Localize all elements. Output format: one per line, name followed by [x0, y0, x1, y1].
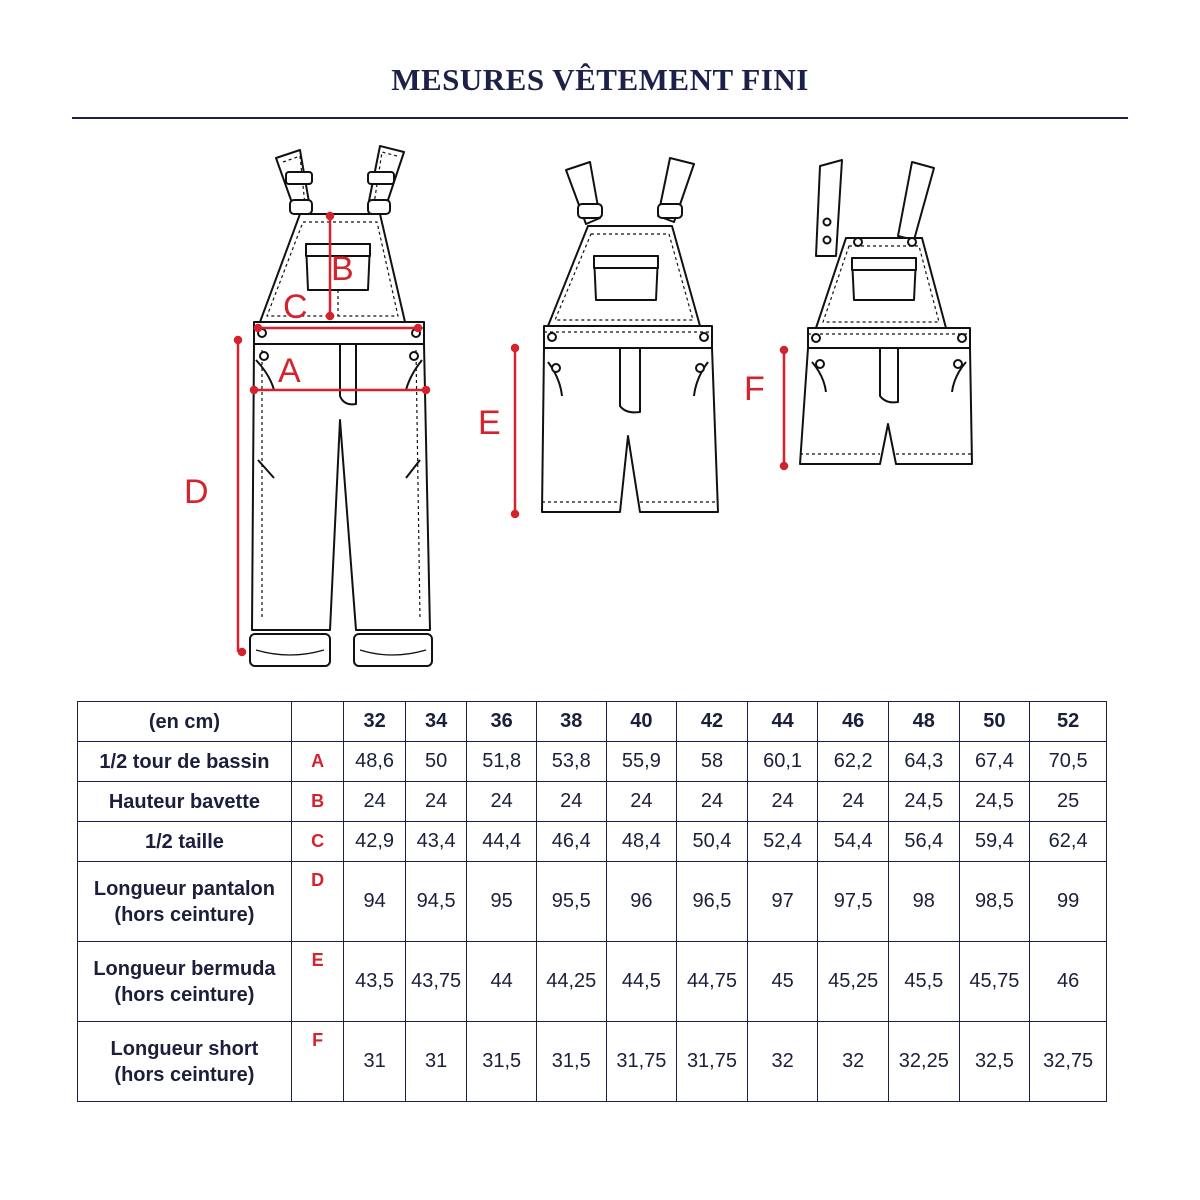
table-cell: 55,9 [606, 742, 677, 782]
table-cell: 94 [344, 862, 406, 942]
garment-illustrations [0, 130, 1200, 690]
table-cell: 31,75 [606, 1022, 677, 1102]
table-cell: 99 [1030, 862, 1107, 942]
table-cell: 24 [818, 782, 889, 822]
table-cell: 97 [747, 862, 818, 942]
table-cell: 94,5 [405, 862, 467, 942]
table-cell: 67,4 [959, 742, 1030, 782]
table-cell: 53,8 [536, 742, 606, 782]
row-label [78, 862, 292, 942]
size-header: 36 [467, 702, 537, 742]
table-cell: 44,5 [606, 942, 677, 1022]
row-label-line1: Longueur bermuda [93, 957, 276, 980]
table-header-row [78, 702, 1107, 742]
table-cell: 32,5 [959, 1022, 1030, 1102]
table-cell: 95,5 [536, 862, 606, 942]
table-cell: 45 [747, 942, 818, 1022]
table-cell: 24 [606, 782, 677, 822]
table-cell: 31 [344, 1022, 406, 1102]
size-header: 32 [344, 702, 406, 742]
table-cell: 46 [1030, 942, 1107, 1022]
row-label-line2: (hors ceinture) [114, 983, 255, 1006]
table-cell: 31,5 [467, 1022, 537, 1102]
table-cell: 64,3 [889, 742, 960, 782]
label-B: B [331, 250, 354, 288]
short-overalls-figure [800, 160, 972, 464]
table-cell: 56,4 [889, 822, 960, 862]
row-label: 1/2 tour de bassin [78, 742, 292, 782]
size-header: 48 [889, 702, 960, 742]
row-label: 1/2 taille [78, 822, 292, 862]
row-letter: D [291, 862, 343, 942]
row-label-line1: Longueur pantalon [93, 877, 275, 900]
table-cell: 44 [467, 942, 537, 1022]
title-divider [72, 117, 1128, 119]
letter-header-cell [291, 702, 343, 742]
table-cell: 43,4 [405, 822, 467, 862]
table-cell: 43,75 [405, 942, 467, 1022]
table-cell: 24,5 [889, 782, 960, 822]
size-header: 44 [747, 702, 818, 742]
row-letter: F [291, 1022, 343, 1102]
table-cell: 48,4 [606, 822, 677, 862]
table-cell: 42,9 [344, 822, 406, 862]
size-header: 50 [959, 702, 1030, 742]
row-label-line1: Longueur short [110, 1037, 259, 1060]
table-cell: 32 [818, 1022, 889, 1102]
table-cell: 44,4 [467, 822, 537, 862]
table-cell: 50,4 [677, 822, 748, 862]
row-letter: E [291, 942, 343, 1022]
table-row [78, 942, 1107, 1022]
size-header: 52 [1030, 702, 1107, 742]
table-cell: 48,6 [344, 742, 406, 782]
table-cell: 96 [606, 862, 677, 942]
table-cell: 43,5 [344, 942, 406, 1022]
row-label: Hauteur bavette [78, 782, 292, 822]
table-cell: 32 [747, 1022, 818, 1102]
table-row [78, 742, 1107, 782]
table-cell: 46,4 [536, 822, 606, 862]
bermuda-overalls-figure [542, 158, 718, 512]
table-cell: 25 [1030, 782, 1107, 822]
size-header: 42 [677, 702, 748, 742]
unit-label: (en cm) [78, 702, 292, 742]
table-cell: 95 [467, 862, 537, 942]
long-overalls-figure [250, 146, 432, 666]
table-cell: 45,75 [959, 942, 1030, 1022]
table-cell: 24 [467, 782, 537, 822]
size-header: 38 [536, 702, 606, 742]
table-cell: 24 [405, 782, 467, 822]
table-cell: 32,75 [1030, 1022, 1107, 1102]
size-header: 34 [405, 702, 467, 742]
row-label [78, 1022, 292, 1102]
row-label [78, 942, 292, 1022]
label-F: F [744, 370, 765, 408]
table-cell: 96,5 [677, 862, 748, 942]
short-overalls-measures [781, 347, 787, 469]
table-row [78, 822, 1107, 862]
label-E: E [478, 404, 501, 442]
table-cell: 24 [344, 782, 406, 822]
page-title: MESURES VÊTEMENT FINI [391, 62, 809, 97]
row-letter: A [291, 742, 343, 782]
size-header: 40 [606, 702, 677, 742]
table-row [78, 782, 1107, 822]
table-cell: 45,25 [818, 942, 889, 1022]
table-cell: 31,5 [536, 1022, 606, 1102]
table-cell: 24 [677, 782, 748, 822]
table-cell: 24 [747, 782, 818, 822]
bermuda-overalls-measures [512, 345, 518, 517]
label-A: A [278, 352, 301, 390]
table-cell: 45,5 [889, 942, 960, 1022]
size-chart-table [77, 701, 1107, 1102]
table-cell: 59,4 [959, 822, 1030, 862]
table-cell: 51,8 [467, 742, 537, 782]
table-cell: 44,25 [536, 942, 606, 1022]
row-label-line2: (hors ceinture) [114, 903, 255, 926]
table-cell: 62,4 [1030, 822, 1107, 862]
row-letter: B [291, 782, 343, 822]
label-D: D [184, 473, 209, 511]
label-C: C [283, 288, 308, 326]
table-cell: 52,4 [747, 822, 818, 862]
row-letter: C [291, 822, 343, 862]
table-row [78, 1022, 1107, 1102]
table-cell: 98,5 [959, 862, 1030, 942]
table-row [78, 862, 1107, 942]
table-cell: 44,75 [677, 942, 748, 1022]
table-cell: 70,5 [1030, 742, 1107, 782]
table-cell: 62,2 [818, 742, 889, 782]
table-cell: 97,5 [818, 862, 889, 942]
table-cell: 58 [677, 742, 748, 782]
table-cell: 54,4 [818, 822, 889, 862]
size-header: 46 [818, 702, 889, 742]
table-cell: 60,1 [747, 742, 818, 782]
table-cell: 32,25 [889, 1022, 960, 1102]
table-cell: 31,75 [677, 1022, 748, 1102]
table-cell: 24 [536, 782, 606, 822]
table-cell: 31 [405, 1022, 467, 1102]
table-cell: 50 [405, 742, 467, 782]
table-cell: 24,5 [959, 782, 1030, 822]
table-cell: 98 [889, 862, 960, 942]
row-label-line2: (hors ceinture) [114, 1063, 255, 1086]
